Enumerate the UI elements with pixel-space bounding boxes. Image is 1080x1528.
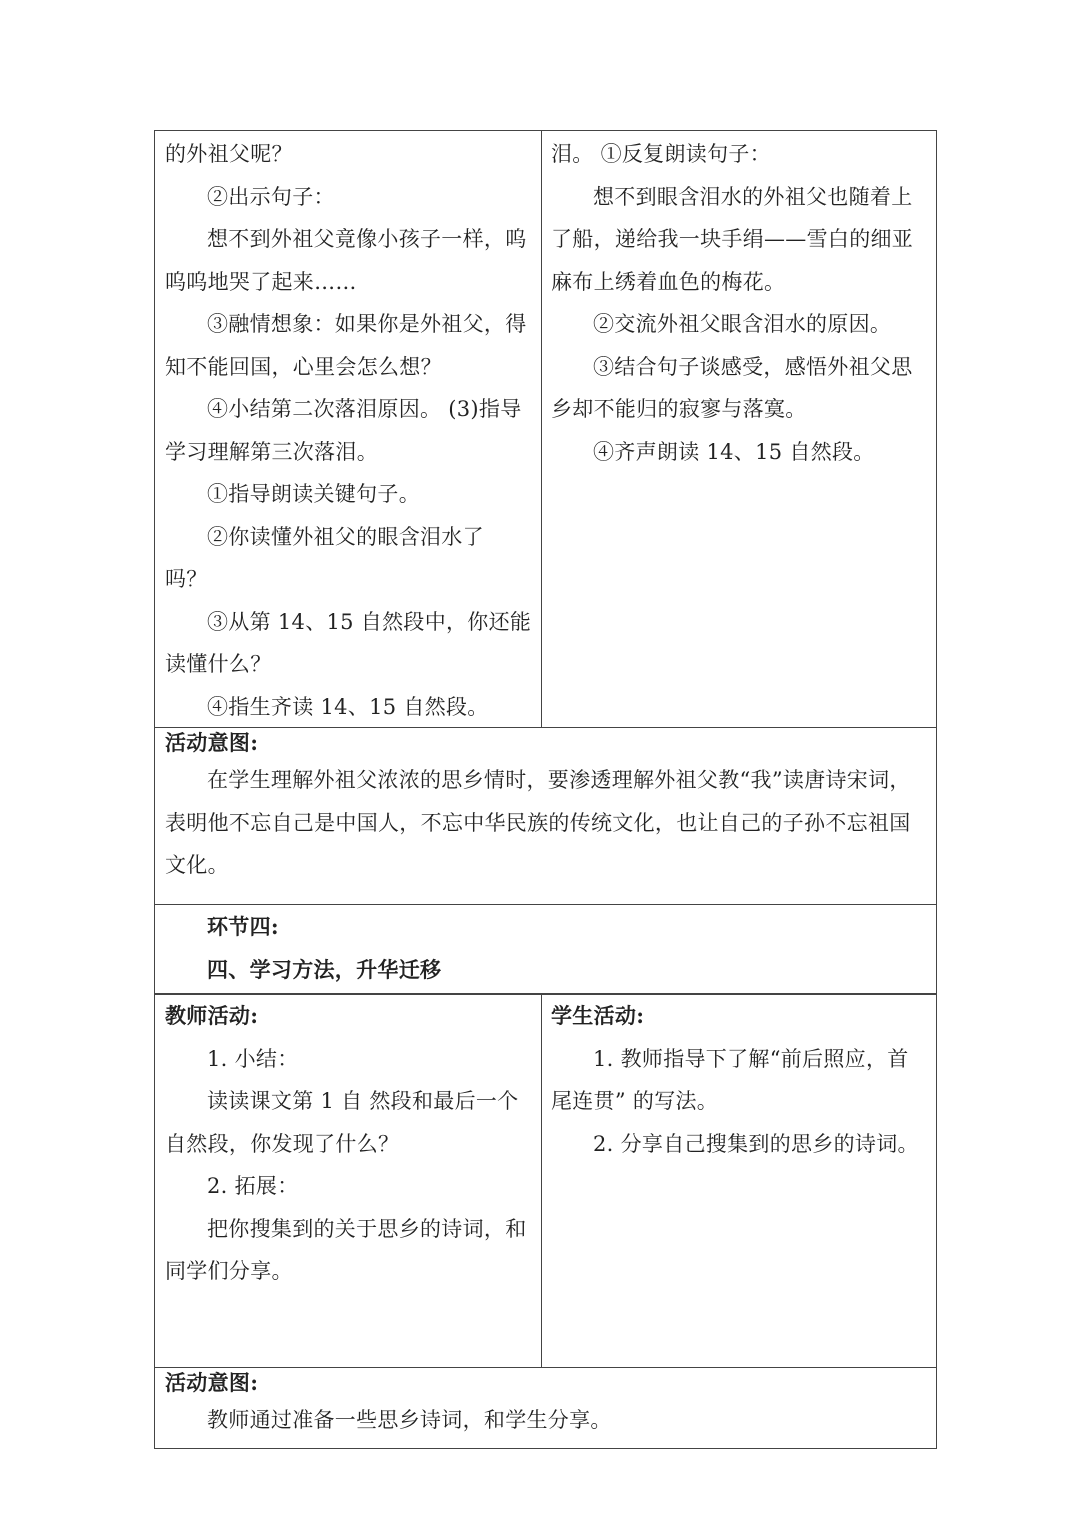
text-line: 麻布上绣着血色的梅花。 [551,269,786,294]
text-line: 呜呜地哭了起来…… [165,269,357,294]
section-label: 环节四: [207,914,279,939]
text-line: 表明他不忘自己是中国人，不忘中华民族的传统文化，也让自己的子孙不忘祖国 [165,810,911,835]
section-header-cell [155,904,937,994]
intent-body [165,759,927,887]
activity-intent-cell [155,1367,937,1449]
intent-body: 教师通过准备一些思乡诗词，和学生分享。 [207,1408,612,1432]
text-line: 了船，递给我一块手绢——雪白的细亚 [551,227,914,251]
text-line: 读读课文第 1 自 然段和最后一个 [207,1089,519,1113]
text-line: 2. 拓展： [207,1174,299,1198]
student-activity-cell [541,133,937,727]
activity-intent-cell [155,727,937,904]
text-line: ③融情想象：如果你是外祖父，得 [207,312,527,336]
text-line: 想不到眼含泪水的外祖父也随着上 [593,184,913,209]
text-line: ②你读懂外祖父的眼含泪水了 [207,524,484,549]
text-line: ①指导朗读关键句子。 [207,482,420,506]
text-line: 在学生理解外祖父浓浓的思乡情时，要渗透理解外祖父教“我”读唐诗宋词， [207,768,911,792]
teacher-activity-title: 教师活动: [165,1003,259,1028]
text-line: 2. 分享自己搜集到的思乡的诗词。 [593,1131,919,1156]
intent-title: 活动意图: [165,730,259,755]
text-line: 学习理解第三次落泪。 [165,439,378,464]
text-line: 文化。 [165,853,229,877]
text-line: ③结合句子谈感受，感悟外祖父思 [593,354,913,379]
teacher-activity-cell [155,133,541,727]
text-line: 想不到外祖父竟像小孩子一样，呜 [207,227,527,251]
text-line: ④齐声朗读 14、15 自然段。 [593,439,875,464]
text-line: 同学们分享。 [165,1259,293,1283]
text-line: 1. 小结： [207,1046,299,1071]
text-line: ②交流外祖父眼含泪水的原因。 [593,312,892,336]
student-activity-cell [541,995,937,1367]
text-line: ④小结第二次落泪原因。 (3)指导 [207,397,522,421]
text-line: ④指生齐读 14、15 自然段。 [207,694,489,719]
text-line: ②出示句子： [207,184,335,209]
text-line: 尾连贯” 的写法。 [551,1089,719,1113]
lesson-table-lower [154,994,937,1449]
student-activity-title: 学生活动: [551,1003,645,1028]
text-line: 乡却不能归的寂寥与落寞。 [551,397,807,421]
section-title: 四、学习方法，升华迁移 [207,956,442,982]
text-line: 知不能回国，心里会怎么想？ [165,354,442,379]
text-line: 自然段，你发现了什么？ [165,1131,400,1156]
text-line: 1. 教师指导下了解“前后照应，首 [593,1046,909,1071]
text-line: 把你搜集到的关于思乡的诗词，和 [207,1216,527,1241]
text-line: 泪。 ①反复朗读句子： [551,142,771,166]
text-line: ③从第 14、15 自然段中，你还能 [207,609,532,634]
text-line: 吗？ [165,567,208,591]
text-line: 的外祖父呢？ [165,142,293,166]
intent-title: 活动意图: [165,1370,259,1395]
lesson-table-upper [154,130,937,994]
text-line: 读懂什么？ [165,652,272,676]
teacher-activity-cell [155,995,541,1367]
